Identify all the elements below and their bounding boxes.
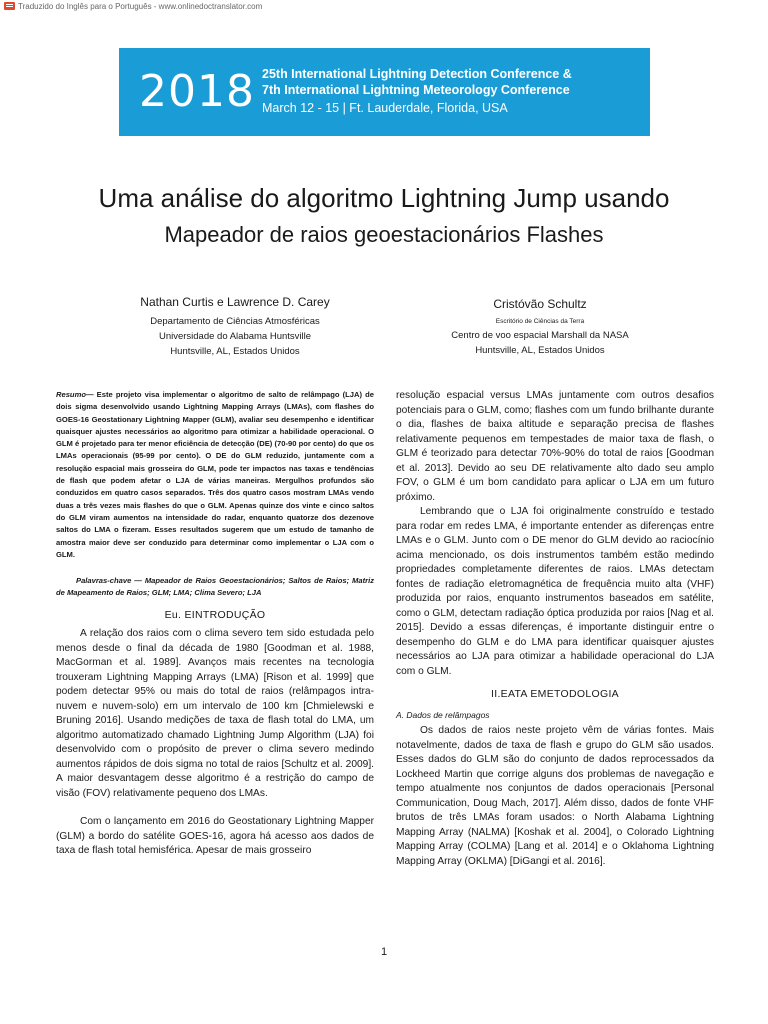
- banner-line-1: 25th International Lightning Detection Conference &: [262, 67, 572, 81]
- subsection-heading: A. Dados de relâmpagos: [396, 709, 490, 720]
- section-heading-introduction: Eu. EINTRODUÇÃO: [164, 608, 266, 621]
- paragraph: A relação dos raios com o clima severo tem sido estudada pelo menos desde o final da década de 1980 [Goodman et al. 1988, MacGorman et al. 1989]. Avanços mais recentes na tecnologia trouxeram Lightning Mapping Arrays (LMA) [Rison et al. 1999] que podem detectar 95% ou mais do total de raios (relâmpagos intra-nuvem e nuvem-solo) em um intervalo de 100 km [Chmielewski e Bruning 2016]. Usando medições de taxa de flash total do LMA, um algoritmo automatizado chamado Lightning Jump Algorithm (LJA) foi desenvolvido com o propósito de prever o clima severo medindo aumentos rápidos de dois sigma no total de raios [Schultz et al. 2009]. A maior desvantagem desse algoritmo é a restrição do campo de visão (FOV) relativamente pequeno dos LMAs.: [56, 628, 374, 799]
- paragraph: Com o lançamento em 2016 do Geostationary Lightning Mapper (GLM) a bordo do satélite GOES-16, agora há acesso aos dados de taxa de flash total hemisférica. Apesar de mais grosseiro: [56, 816, 374, 857]
- page-number: 1: [380, 946, 388, 958]
- abstract-text: Este projeto visa implementar o algoritmo de salto de relâmpago (LJA) de dois sigma desenvolvido usando Lightning Mapping Arrays (LMAs), com flashes do GOES-16 Geostationary Lightning Mapper (GLM), avaliar seu desempenho e identificar quaisquer ajustes necessários ao algoritmo para otimizar a habilidade operacional. O GLM é projetado para ter menor eficiência de detecção (DE) (70-90 por cento) do que os LMAs operacionais (95-99 por cento). O DE do GLM reduzido, juntamente com a resolução espacial mais grosseira do GLM, pode ter impactos nas taxas e tendências de flash que podem afetar o LJA de várias maneiras. Mergulhos profundos são conduzidos em quatro casos separados. Três dos quatro casos mostram LMAs vendo duas a três vezes mais flashes do que o GLM. Apenas quinze dos vinte e cinco saltos do GLM viram aumentos na intensidade do radar, enquanto quatorze dos dezenove saltos do LMA o fizeram. Esses resultados sugerem que um estudo de tamanho de amostra maior deve ser conduzido para determinar como implementar o LJA com o GLM.: [56, 390, 374, 559]
- paragraph: Os dados de raios neste projeto vêm de várias fontes. Mais notavelmente, dados de taxa de flash e grupo do GLM são usados. Esses dados do GLM são do conjunto de dados reprocessados da Lockheed Martin que corrige alguns dos problemas de navegação e tempo atualmente nos conjuntos de dados operacionais [Personal Communication, Doug Mach, 2017]. Além disso, dados de fonte VHF brutos de três LMAs foram usados: o North Alabama Lightning Mapping Array (NALMA) [Koshak et al. 2004], o Colorado Lightning Mapping Array (COLMA) [Lang et al. 2014] e o Oklahoma Lightning Mapping Array (OKLMA) [DiGangi et al. 2016].: [396, 725, 714, 867]
- banner-year: 2018: [139, 66, 255, 117]
- translator-bar: [4, 0, 262, 12]
- banner-line-3: March 12 - 15 | Ft. Lauderdale, Florida, USA: [262, 101, 508, 115]
- translator-logo-icon: [4, 2, 15, 10]
- paragraph: Lembrando que o LJA foi originalmente construído e testado para rodar em redes LMA, é importante entender as diferenças entre LMAs e o GLM. Junto com o DE menor do GLM devido ao raciocínio acima mencionado, os dois instrumentos também estão medindo propriedades completamente diferentes de raios. LMAs detectam fontes de radiação eletromagnética de frequência muito alta (VHF) produzida por raios, enquanto instrumentos baseados em satélite, como o GLM, detectam radiação óptica produzida por raios [Nag et al. 2015]. Devido a essas diferenças, é importante distinguir entre o desempenho do GLM e do LMA para identificar quaisquer ajustes necessários ao LJA para otimizar a habilidade operacional do LJA com o GLM.: [396, 506, 714, 677]
- author-block-1: [80, 294, 390, 359]
- author-block-2: [390, 296, 690, 358]
- abstract-label: Resumo—: [56, 390, 94, 399]
- paragraph: resolução espacial versus LMAs juntamente com outros desafios potenciais para o GLM, como; flashes com um fundo brilhante durante o dia, flashes de baixa altitude e separação precisa de flashes relativamente pequenos em tempestades de maior taxa de flash, o GLM é teorizado para detectar 70%-90% do total de raios [Goodman et al. 2013]. Devido ao seu DE relativamente alto dado seu amplo FOV, o GLM é um bom candidato para aplicar o LJA em um futuro próximo.: [396, 390, 714, 503]
- section-heading-methodology: II.EATA EMETODOLOGIA: [491, 688, 619, 700]
- keywords: Palavras-chave — Mapeador de Raios Geoestacionários; Saltos de Raios; Matriz de Mapeamento de Raios; GLM; LMA; Clima Severo; LJA: [56, 576, 374, 598]
- author-affiliation-small: Escritório de Ciências da Terra: [495, 318, 585, 325]
- author-names: Cristóvão Schultz: [493, 297, 587, 311]
- translator-link[interactable]: Traduzido do Inglês para o Português - www.onlinedoctranslator.com: [18, 1, 263, 11]
- abstract: [56, 389, 374, 561]
- left-column: [56, 389, 374, 859]
- paper-title-line-2: Mapeador de raios geoestacionários Flashes: [164, 222, 604, 247]
- author-affiliation-line: Departamento de Ciências Atmosféricas: [150, 316, 320, 327]
- conference-banner: [119, 48, 650, 136]
- right-column: [396, 389, 714, 869]
- author-names: Nathan Curtis e Lawrence D. Carey: [140, 295, 330, 309]
- paper-title-line-1: Uma análise do algoritmo Lightning Jump usando: [98, 183, 670, 213]
- author-affiliation-line: Huntsville, AL, Estados Unidos: [170, 346, 300, 357]
- banner-line-2: 7th International Lightning Meteorology Conference: [262, 83, 570, 97]
- author-affiliation-line: Universidade do Alabama Huntsville: [158, 331, 312, 342]
- author-affiliation-line: Centro de voo espacial Marshall da NASA: [451, 330, 629, 341]
- author-affiliation-line: Huntsville, AL, Estados Unidos: [475, 345, 605, 356]
